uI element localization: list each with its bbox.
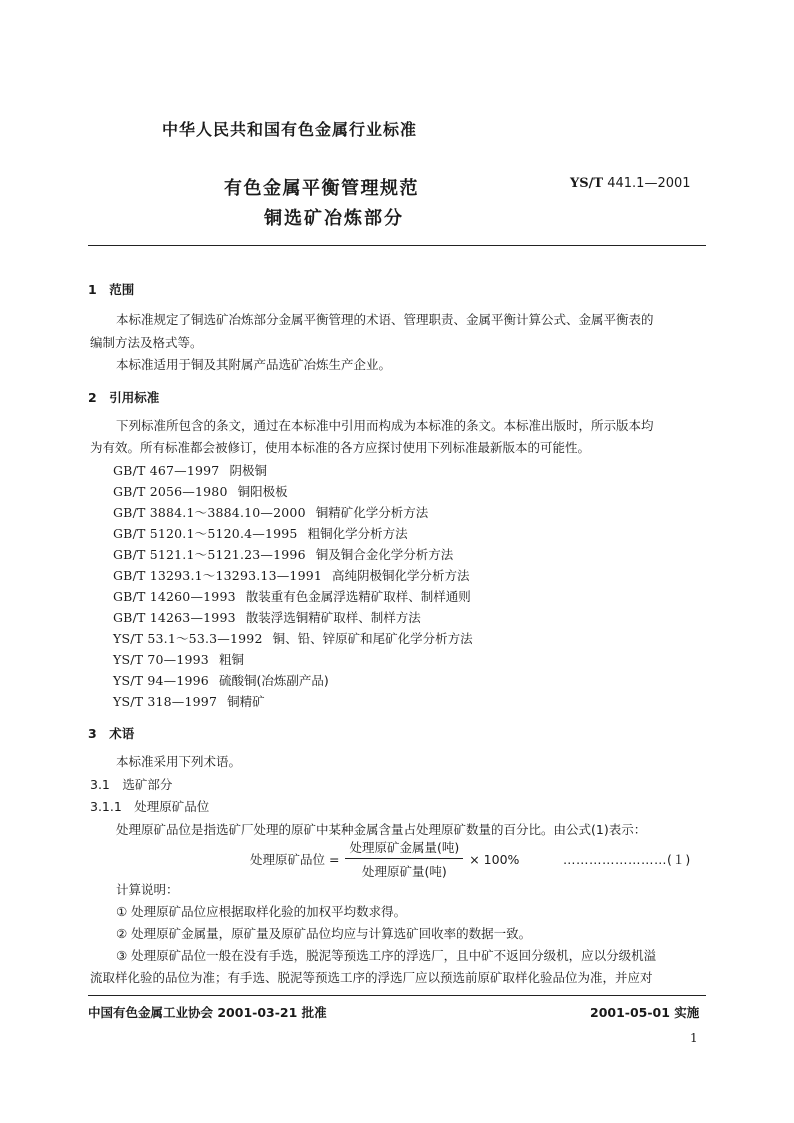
standard-prefix: YS/T xyxy=(570,176,604,191)
section-2-heading: 2 引用标准 xyxy=(88,390,160,405)
header-divider xyxy=(88,245,706,246)
section-1-heading: 1 范围 xyxy=(88,282,135,297)
section-3-intro: 本标准采用下列术语。 xyxy=(116,754,242,769)
reference-item: GB/T 14263—1993 散装浮选铜精矿取样、制样方法 xyxy=(113,610,421,625)
reference-item: YS/T 318—1997 铜精矿 xyxy=(113,694,265,709)
document-subtitle: 铜选矿冶炼部分 xyxy=(264,208,404,229)
page-number: 1 xyxy=(690,1031,698,1045)
equation-number: ……………………(１) xyxy=(563,852,691,867)
formula-numerator: 处理原矿金属量(吨) xyxy=(345,838,463,859)
calculation-note-3-line1: ③ 处理原矿品位一般在没有手选，脱泥等预选工序的浮选厂，且中矿不返回分级机，应以分级机溢 xyxy=(116,948,657,963)
formula-lhs: 处理原矿品位 = xyxy=(250,852,340,867)
issuing-organization: 中华人民共和国有色金属行业标准 xyxy=(162,120,418,139)
grade-formula xyxy=(250,838,519,880)
calculation-note-3-line2: 流取样化验的品位为准；有手选、脱泥等预选工序的浮选厂应以预选前原矿取样化验品位为准，并应对 xyxy=(90,970,653,985)
approval-statement: 中国有色金属工业协会 2001-03-21 批准 xyxy=(88,1005,327,1020)
reference-item: GB/T 5120.1～5120.4—1995 粗铜化学分析方法 xyxy=(113,526,408,541)
document-title: 有色金属平衡管理规范 xyxy=(224,178,419,199)
reference-item: GB/T 2056—1980 铜阳极板 xyxy=(113,484,288,499)
subsection-3-1-heading: 3.1 选矿部分 xyxy=(90,777,173,792)
section-1-paragraph-line1: 本标准规定了铜选矿冶炼部分金属平衡管理的术语、管理职责、金属平衡计算公式、金属平衡表的 xyxy=(116,312,654,327)
reference-item: YS/T 70—1993 粗铜 xyxy=(113,652,244,667)
standard-code: 441.1—2001 xyxy=(607,176,691,191)
reference-item: GB/T 5121.1～5121.23—1996 铜及铜合金化学分析方法 xyxy=(113,547,454,562)
formula-denominator: 处理原矿量(吨) xyxy=(361,864,447,879)
reference-item: GB/T 14260—1993 散装重有色金属浮选精矿取样、制样通则 xyxy=(113,589,471,604)
reference-item: GB/T 13293.1～13293.13—1991 高纯阴极铜化学分析方法 xyxy=(113,568,470,583)
reference-item: GB/T 3884.1～3884.10—2000 铜精矿化学分析方法 xyxy=(113,505,429,520)
reference-item: YS/T 94—1996 硫酸铜(冶炼副产品) xyxy=(113,673,329,688)
term-definition: 处理原矿品位是指选矿厂处理的原矿中某种金属含量占处理原矿数量的百分比。由公式(1)表示： xyxy=(116,822,647,837)
section-1-scope-paragraph: 本标准适用于铜及其附属产品选矿冶炼生产企业。 xyxy=(116,357,392,372)
reference-item: GB/T 467—1997 阴极铜 xyxy=(113,463,267,478)
section-3-heading: 3 术语 xyxy=(88,726,135,741)
calculation-note-1: ① 处理原矿品位应根据取样化验的加权平均数求得。 xyxy=(116,904,407,919)
section-2-paragraph-line2: 为有效。所有标准都会被修订，使用本标准的各方应探讨使用下列标准最新版本的可能性。 xyxy=(90,440,591,455)
standard-number xyxy=(570,176,691,191)
subsection-3-1-1-heading: 3.1.1 处理原矿品位 xyxy=(90,799,210,814)
reference-item: YS/T 53.1～53.3—1992 铜、铅、锌原矿和尾矿化学分析方法 xyxy=(113,631,473,646)
footer-divider xyxy=(88,995,706,996)
formula-factor: × 100% xyxy=(469,851,520,867)
calculation-note-label: 计算说明： xyxy=(116,882,179,897)
implementation-date: 2001-05-01 实施 xyxy=(590,1005,700,1020)
formula-fraction xyxy=(345,838,463,880)
section-1-paragraph-line2: 编制方法及格式等。 xyxy=(90,335,203,350)
section-2-paragraph-line1: 下列标准所包含的条文，通过在本标准中引用而构成为本标准的条文。本标准出版时，所示版本均 xyxy=(116,418,654,433)
calculation-note-2: ② 处理原矿金属量，原矿量及原矿品位均应与计算选矿回收率的数据一致。 xyxy=(116,926,532,941)
